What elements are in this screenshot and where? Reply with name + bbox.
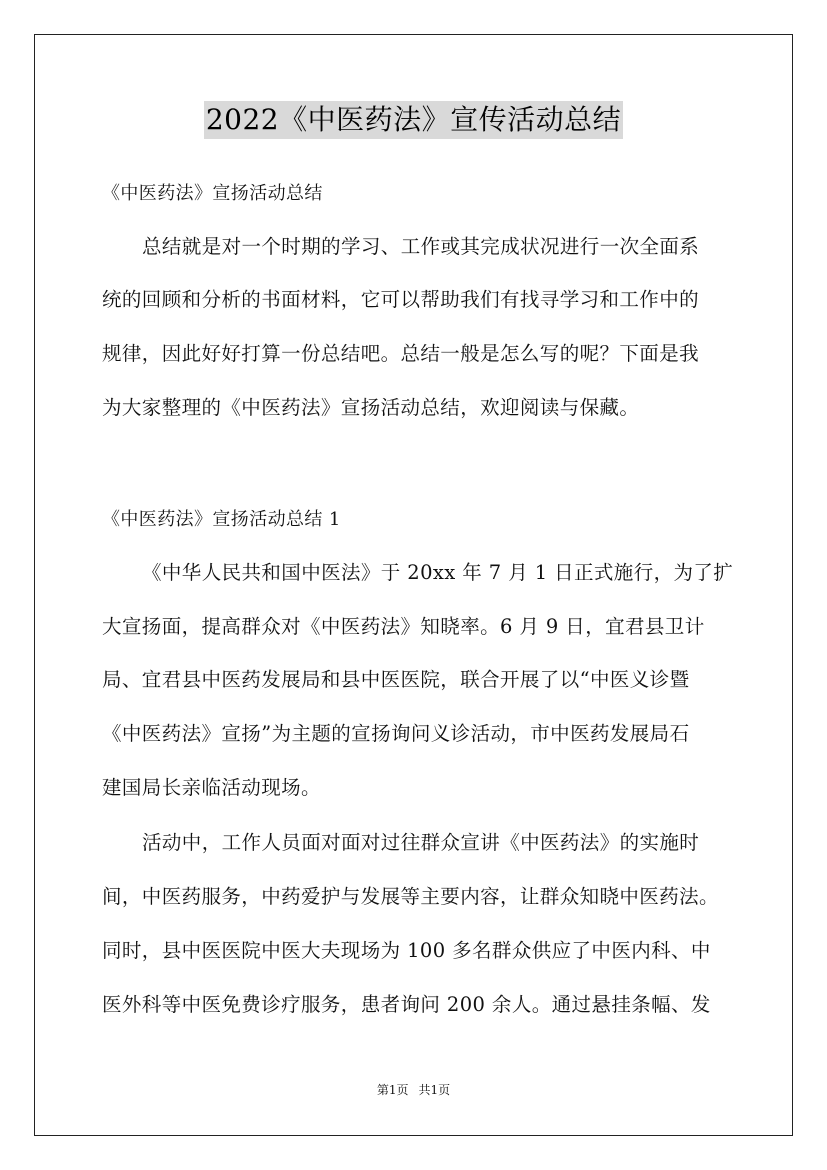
document-subtitle: 《中医药法》宣扬活动总结 xyxy=(102,183,323,204)
paragraph-line: 同时，县中医医院中医大夫现场为 100 多名群众供应了中医内科、中 xyxy=(102,939,711,962)
paragraph-line: 《中华人民共和国中医法》于 20xx 年 7 月 1 日正式施行，为了扩 xyxy=(142,561,734,584)
paragraph-line: 活动中，工作人员面对面对过往群众宣讲《中医药法》的实施时 xyxy=(142,831,700,854)
page-number-total: 共1页 xyxy=(418,1083,451,1097)
intro-line: 为大家整理的《中医药法》宣扬活动总结，欢迎阅读与保藏。 xyxy=(102,396,640,419)
section-heading: 《中医药法》宣扬活动总结 1 xyxy=(102,509,341,530)
paragraph-line: 《中医药法》宣扬”为主题的宣扬询问义诊活动，市中医药发展局石 xyxy=(102,722,690,745)
document-title: 2022《中医药法》宣传活动总结 xyxy=(204,101,623,139)
intro-line: 统的回顾和分析的书面材料，它可以帮助我们有找寻学习和工作中的 xyxy=(102,288,700,311)
intro-line: 规律，因此好好打算一份总结吧。总结一般是怎么写的呢？下面是我 xyxy=(102,342,700,365)
title-container xyxy=(0,101,827,139)
intro-line: 总结就是对一个时期的学习、工作或其完成状况进行一次全面系 xyxy=(142,235,700,258)
page-footer xyxy=(0,1082,827,1098)
paragraph-line: 大宣扬面，提高群众对《中医药法》知晓率。6 月 9 日，宜君县卫计 xyxy=(102,615,705,638)
page-number-current: 第1页 xyxy=(376,1083,409,1097)
paragraph-line: 建国局长亲临活动现场。 xyxy=(102,776,321,799)
paragraph-line: 局、宜君县中医药发展局和县中医医院，联合开展了以“中医义诊暨 xyxy=(102,668,690,691)
paragraph-line: 医外科等中医免费诊疗服务，患者询问 200 余人。通过悬挂条幅、发 xyxy=(102,993,711,1016)
paragraph-line: 间，中医药服务，中药爱护与发展等主要内容，让群众知晓中医药法。 xyxy=(102,885,719,908)
